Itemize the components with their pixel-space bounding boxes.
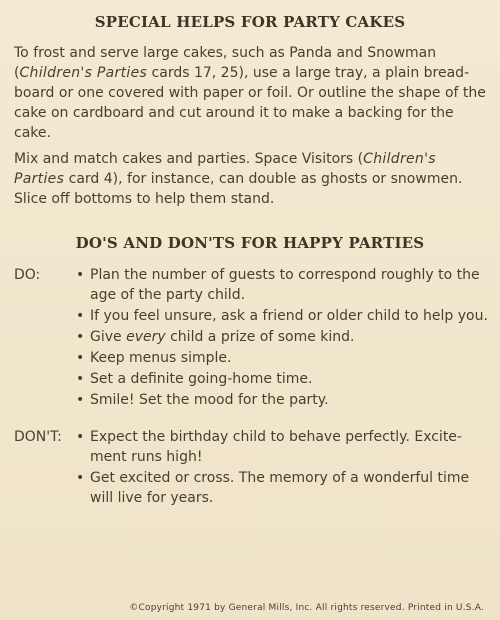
list-item-text: Expect the birthday child to behave perfectly. Excite-ment runs high! bbox=[90, 429, 462, 465]
list-item bbox=[76, 265, 488, 305]
list-item-text: If you feel unsure, ask a friend or older child to help you. bbox=[90, 308, 488, 324]
bullet-icon: • bbox=[76, 267, 85, 283]
paragraph-text: card 4), for instance, can double as ghosts or snowmen. Slice off bottoms to help them stand. bbox=[14, 171, 463, 207]
bullet-icon: • bbox=[76, 350, 85, 366]
book-reference: Children's Parties bbox=[14, 151, 436, 187]
bullet-icon: • bbox=[76, 329, 85, 345]
list-item bbox=[76, 306, 488, 326]
list-item bbox=[76, 327, 488, 347]
list-item bbox=[76, 468, 488, 508]
do-label: DO: bbox=[14, 267, 41, 283]
bullet-icon: • bbox=[76, 308, 85, 324]
bullet-icon: • bbox=[76, 470, 85, 486]
paragraph-frosting-tips bbox=[14, 43, 486, 143]
dont-list bbox=[76, 427, 488, 509]
paragraph-text: Mix and match cakes and parties. Space Visitors ( bbox=[14, 151, 364, 167]
bullet-icon: • bbox=[76, 429, 85, 445]
copyright-notice: ©Copyright 1971 by General Mills, Inc. All rights reserved. Printed in U.S.A. bbox=[129, 603, 484, 613]
list-item-text: Get excited or cross. The memory of a wonderful time will live for years. bbox=[90, 470, 470, 506]
list-item bbox=[76, 348, 488, 368]
paragraph-text: To frost and serve large cakes, such as Panda and Snowman ( bbox=[14, 45, 437, 81]
list-item bbox=[76, 390, 488, 410]
section-heading-party-cakes: SPECIAL HELPS FOR PARTY CAKES bbox=[94, 13, 406, 31]
do-list bbox=[76, 265, 488, 411]
list-item-text: Set a definite going-home time. bbox=[90, 371, 313, 387]
list-item bbox=[76, 369, 488, 389]
bullet-icon: • bbox=[76, 371, 85, 387]
list-item-text: Plan the number of guests to correspond roughly to the age of the party child. bbox=[90, 267, 480, 303]
list-item-text: Give bbox=[90, 329, 127, 345]
list-item bbox=[76, 427, 488, 467]
list-item-text: Keep menus simple. bbox=[90, 350, 232, 366]
emphasis-text: every bbox=[126, 329, 166, 345]
bullet-icon: • bbox=[76, 392, 85, 408]
book-reference: Children's Parties bbox=[19, 65, 148, 81]
list-item-text: child a prize of some kind. bbox=[165, 329, 355, 345]
paragraph-mix-and-match bbox=[14, 149, 486, 209]
section-heading-dos-and-donts: DO'S AND DON'TS FOR HAPPY PARTIES bbox=[75, 234, 425, 252]
dont-label: DON'T: bbox=[14, 429, 62, 445]
list-item-text: Smile! Set the mood for the party. bbox=[90, 392, 329, 408]
paragraph-text: cards 17, 25), use a large tray, a plain bread-board or one covered with paper or foil. Or outline the shape of the cake on cardboard and cut around it to make a backing for the cake. bbox=[14, 65, 486, 141]
